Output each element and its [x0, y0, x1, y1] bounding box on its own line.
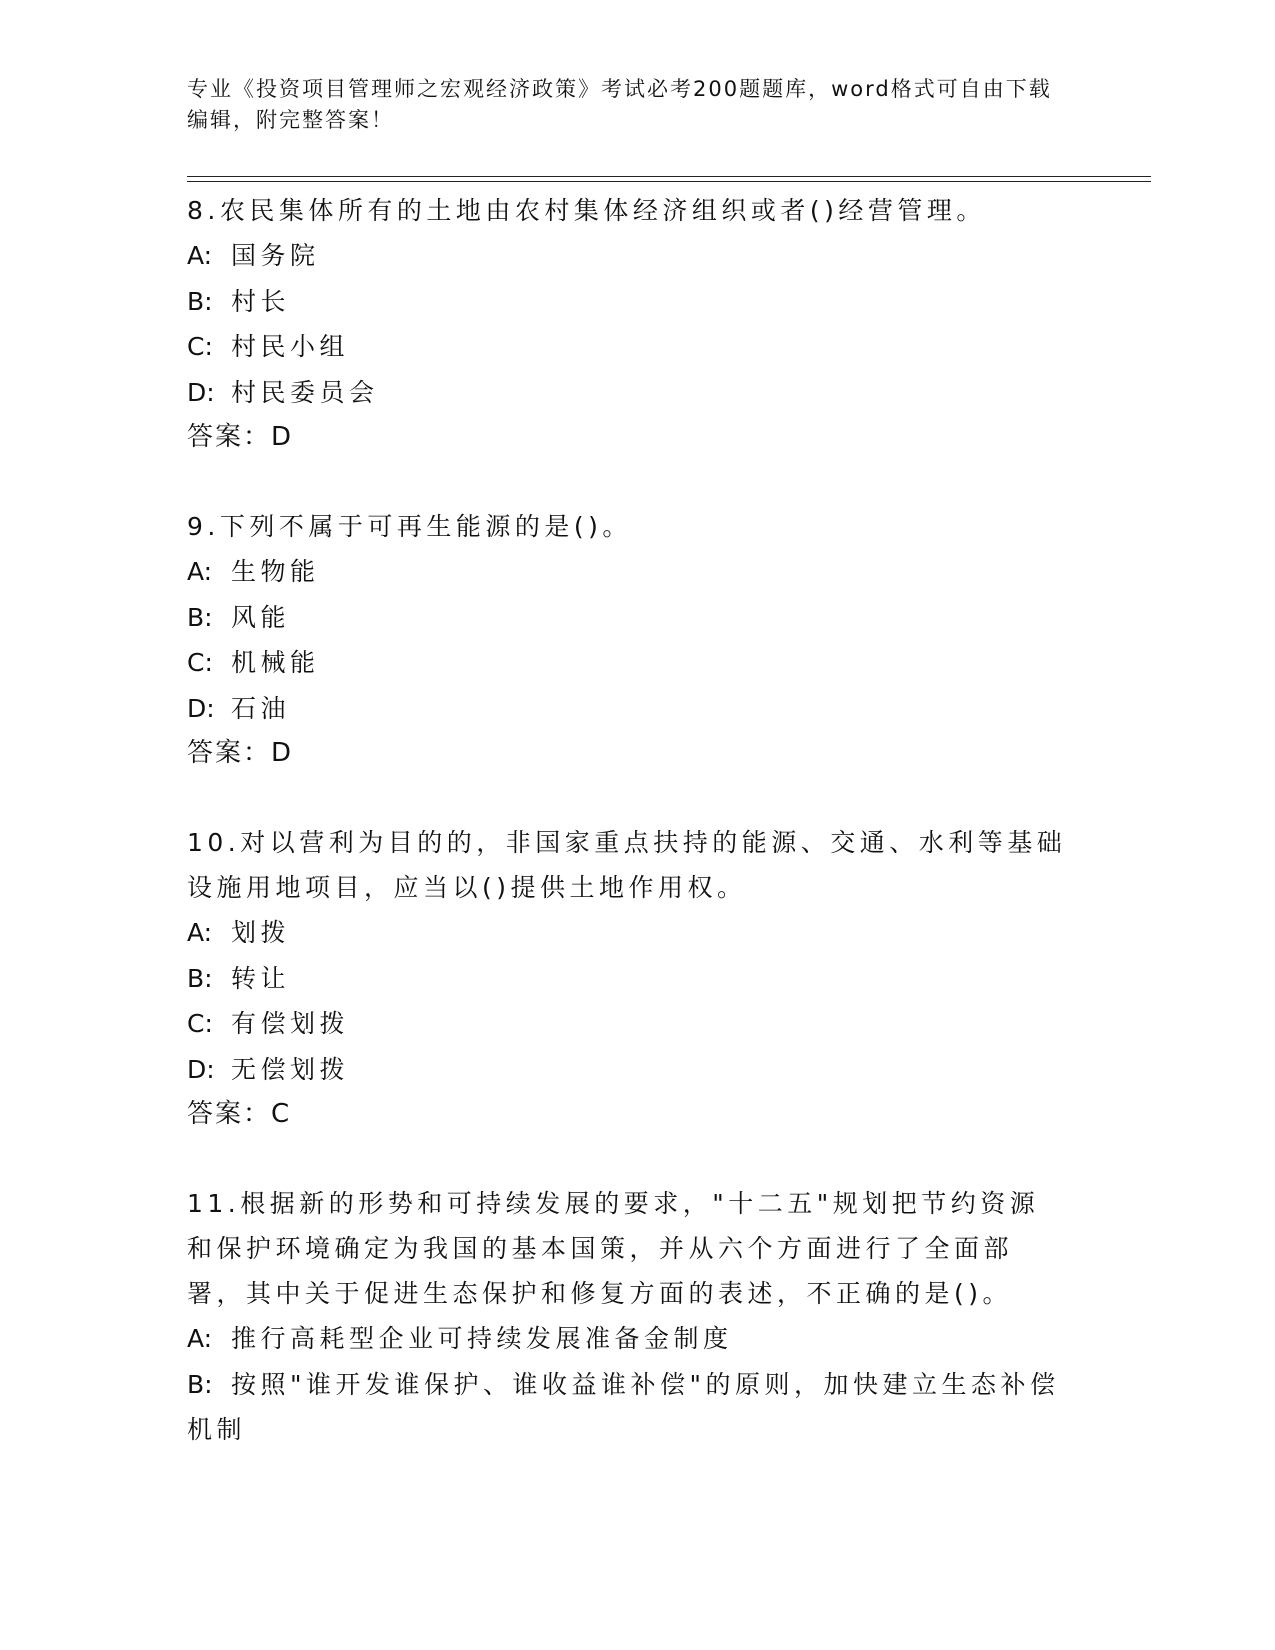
option-text: 机械能 [231, 648, 320, 677]
option-letter: C: [187, 1009, 213, 1038]
option-a [187, 910, 1067, 956]
question-stem: 10.对以营利为目的的，非国家重点扶持的能源、交通、水利等基础设施用地项目，应当以()提供土地作用权。 [187, 828, 1067, 902]
option-letter: C: [187, 332, 213, 361]
option-a [187, 1316, 1067, 1362]
option-letter: A: [187, 557, 213, 586]
option-b [187, 279, 1067, 325]
question-10 [187, 820, 1067, 1137]
question-11 [187, 1181, 1067, 1453]
option-c [187, 324, 1067, 370]
option-text: 推行高耗型企业可持续发展准备金制度 [231, 1324, 733, 1353]
question-8 [187, 188, 1067, 460]
option-letter: B: [187, 286, 213, 316]
question-stem: 8.农民集体所有的土地由农村集体经济组织或者()经营管理。 [187, 196, 986, 225]
option-b [187, 595, 1067, 641]
option-text: 村民小组 [231, 332, 350, 361]
option-text: 国务院 [231, 241, 320, 270]
option-letter: C: [187, 648, 213, 677]
question-stem: 11.根据新的形势和可持续发展的要求，"十二五"规划把节约资源和保护环境确定为我国的基本国策，并从六个方面进行了全面部署，其中关于促进生态保护和修复方面的表述，不正确的是()。 [187, 1189, 1040, 1308]
option-a [187, 549, 1067, 595]
question-9 [187, 504, 1067, 776]
option-text: 按照"谁开发谁保护、谁收益谁补偿"的原则，加快建立生态补偿机制 [187, 1369, 1060, 1444]
option-text: 村民委员会 [231, 377, 379, 407]
option-a [187, 233, 1067, 279]
header-divider-bottom [187, 181, 1151, 182]
option-b [187, 1362, 1067, 1453]
option-text: 无偿划拨 [231, 1054, 350, 1084]
option-letter: B: [187, 1369, 213, 1399]
option-c [187, 1001, 1067, 1047]
option-text: 生物能 [231, 557, 320, 586]
document-header: 专业《投资项目管理师之宏观经济政策》考试必考200题题库，word格式可自由下载编辑，附完整答案！ [187, 77, 1052, 132]
option-letter: A: [187, 241, 213, 270]
option-text: 风能 [231, 602, 291, 632]
question-stem: 9.下列不属于可再生能源的是()。 [187, 512, 632, 541]
option-c [187, 640, 1067, 686]
option-letter: D: [187, 1054, 215, 1084]
answer-line: 答案：D [187, 738, 294, 768]
header-divider-top [187, 176, 1151, 177]
option-text: 石油 [231, 693, 291, 723]
option-letter: D: [187, 377, 215, 407]
option-b [187, 956, 1067, 1002]
answer-line: 答案：D [187, 422, 294, 452]
option-d [187, 370, 1067, 416]
option-d [187, 1047, 1067, 1093]
option-letter: A: [187, 918, 213, 947]
option-text: 村长 [231, 286, 291, 316]
option-letter: D: [187, 693, 215, 723]
option-text: 划拨 [231, 918, 291, 947]
option-text: 转让 [231, 963, 291, 993]
option-text: 有偿划拨 [231, 1009, 350, 1038]
option-letter: B: [187, 602, 213, 632]
answer-line: 答案：C [187, 1099, 292, 1129]
option-letter: B: [187, 963, 213, 993]
option-letter: A: [187, 1324, 213, 1353]
option-d [187, 686, 1067, 732]
question-list [187, 188, 1067, 1497]
